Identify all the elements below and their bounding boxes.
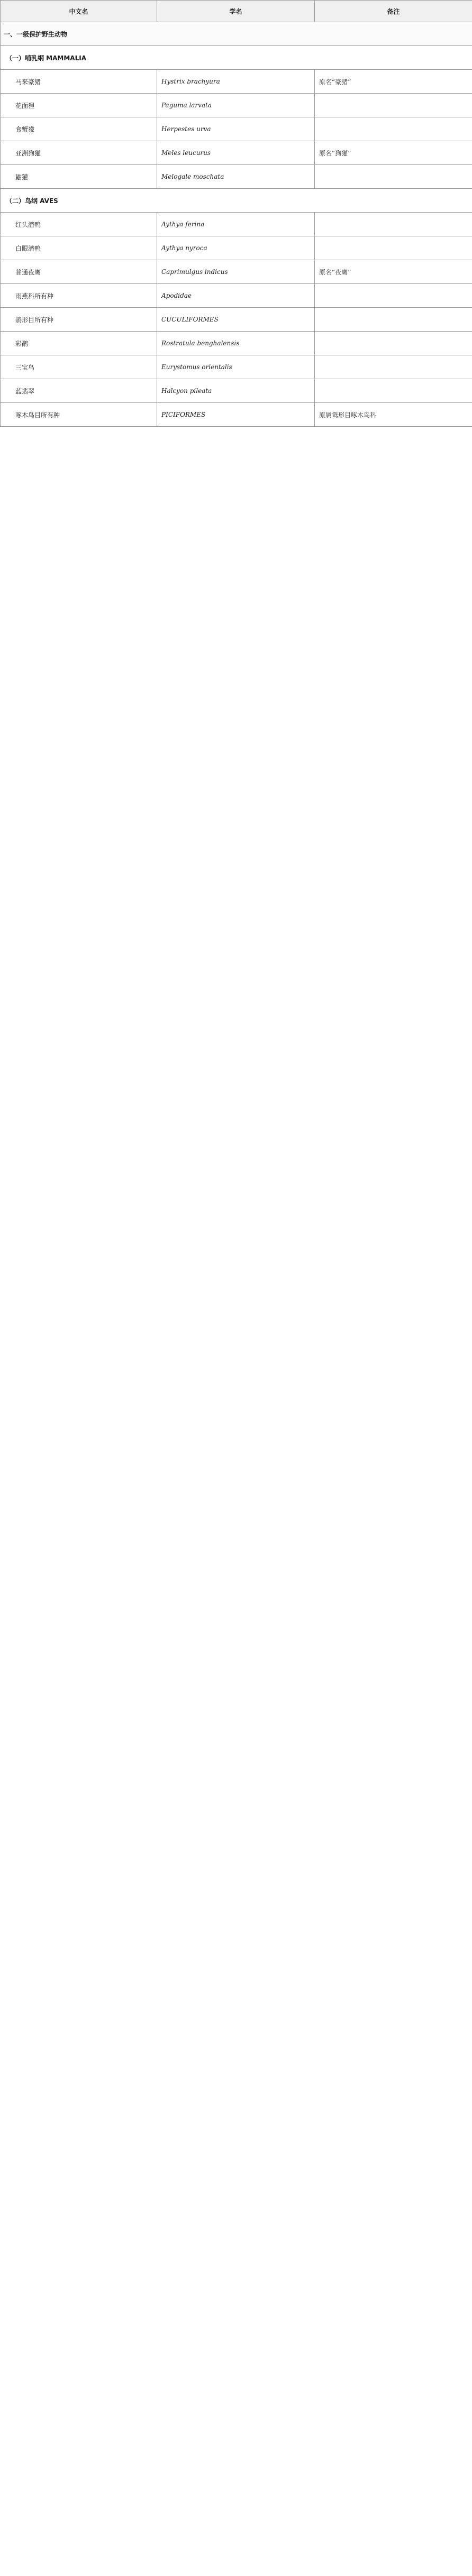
header-scientific-name: 学名 [157, 1, 315, 22]
scientific-name-cell: Aythya ferina [157, 213, 315, 236]
section-title: 一、一级保护野生动物 [1, 22, 472, 46]
table-row [1, 165, 472, 189]
group-title: （一）哺乳纲 MAMMALIA [1, 46, 472, 70]
table-row [1, 284, 472, 308]
remarks-cell [315, 165, 472, 189]
scientific-name-cell: PICIFORMES [157, 403, 315, 427]
remarks-cell [315, 355, 472, 379]
chinese-name-cell: 白眼潜鸭 [1, 236, 157, 260]
group-row [1, 189, 472, 213]
remarks-cell [315, 117, 472, 141]
scientific-name-cell: Halcyon pileata [157, 379, 315, 403]
group-row [1, 46, 472, 70]
page [0, 0, 472, 427]
table-row [1, 379, 472, 403]
scientific-name-cell: Rostratula benghalensis [157, 332, 315, 355]
header-remarks: 备注 [315, 1, 472, 22]
scientific-name-cell: Meles leucurus [157, 141, 315, 165]
species-table [0, 0, 472, 427]
scientific-name-cell: Paguma larvata [157, 94, 315, 117]
table-header-row [1, 1, 472, 22]
remarks-cell [315, 379, 472, 403]
scientific-name-cell: Eurystomus orientalis [157, 355, 315, 379]
remarks-cell [315, 332, 472, 355]
chinese-name-cell: 三宝鸟 [1, 355, 157, 379]
remarks-cell [315, 213, 472, 236]
remarks-cell: 原名“夜鹰” [315, 260, 472, 284]
table-row [1, 141, 472, 165]
remarks-cell [315, 284, 472, 308]
scientific-name-cell: CUCULIFORMES [157, 308, 315, 332]
chinese-name-cell: 亚洲狗獾 [1, 141, 157, 165]
scientific-name-cell: Apodidae [157, 284, 315, 308]
header-chinese-name: 中文名 [1, 1, 157, 22]
table-body [1, 22, 472, 427]
chinese-name-cell: 彩鹬 [1, 332, 157, 355]
chinese-name-cell: 蓝翡翠 [1, 379, 157, 403]
remarks-cell [315, 236, 472, 260]
chinese-name-cell: 鼬獾 [1, 165, 157, 189]
chinese-name-cell: 啄木鸟目所有种 [1, 403, 157, 427]
table-row [1, 355, 472, 379]
chinese-name-cell: 花面狸 [1, 94, 157, 117]
table-row [1, 332, 472, 355]
remarks-cell: 原属鸳形目啄木鸟科 [315, 403, 472, 427]
table-row [1, 260, 472, 284]
table-row [1, 213, 472, 236]
scientific-name-cell: Aythya nyroca [157, 236, 315, 260]
scientific-name-cell: Melogale moschata [157, 165, 315, 189]
remarks-cell [315, 308, 472, 332]
remarks-cell [315, 94, 472, 117]
chinese-name-cell: 普通夜鹰 [1, 260, 157, 284]
chinese-name-cell: 马来豪猪 [1, 70, 157, 94]
table-row [1, 117, 472, 141]
remarks-cell: 原名“狗獾” [315, 141, 472, 165]
remarks-cell: 原名“豪猪” [315, 70, 472, 94]
scientific-name-cell: Caprimulgus indicus [157, 260, 315, 284]
chinese-name-cell: 雨燕科所有种 [1, 284, 157, 308]
chinese-name-cell: 红头潜鸭 [1, 213, 157, 236]
section-row [1, 22, 472, 46]
group-title: （二）鸟纲 AVES [1, 189, 472, 213]
table-row [1, 94, 472, 117]
scientific-name-cell: Herpestes urva [157, 117, 315, 141]
table-row [1, 403, 472, 427]
table-row [1, 236, 472, 260]
table-row [1, 70, 472, 94]
chinese-name-cell: 鹃形目所有种 [1, 308, 157, 332]
chinese-name-cell: 食蟹獴 [1, 117, 157, 141]
table-row [1, 308, 472, 332]
scientific-name-cell: Hystrix brachyura [157, 70, 315, 94]
